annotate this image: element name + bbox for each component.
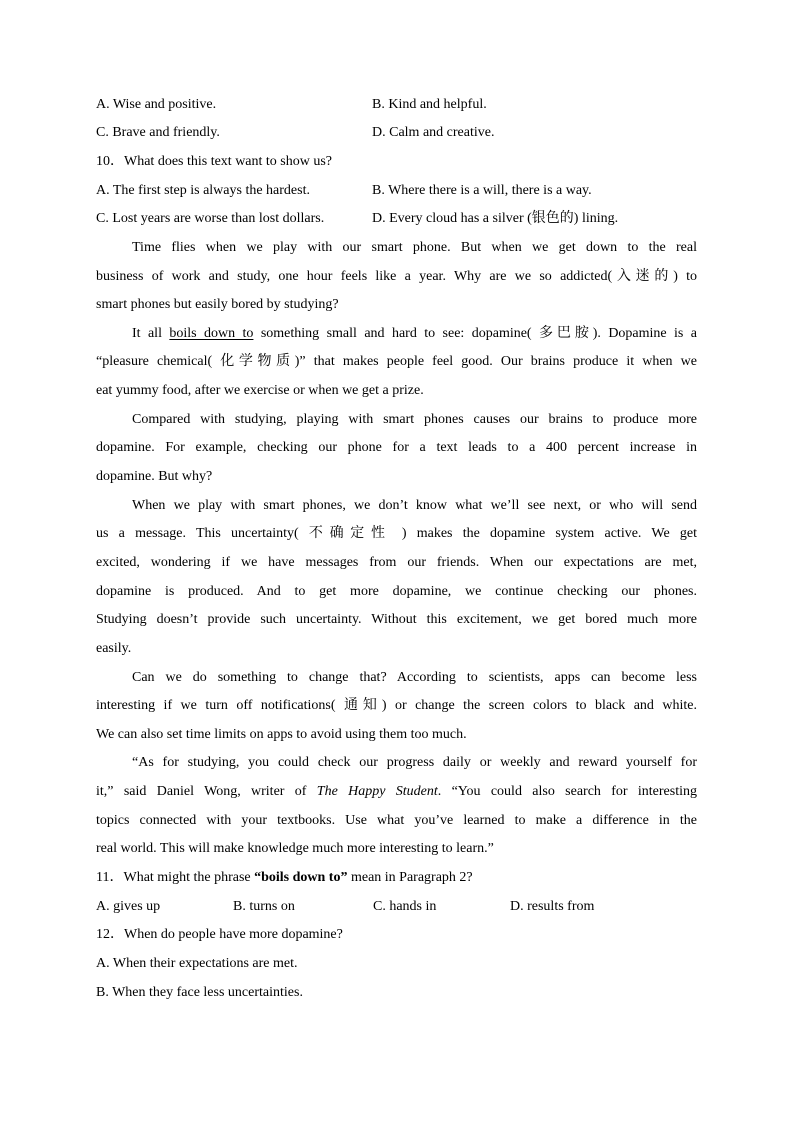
p4-line-3: excited, wondering if we have messages from our friends. When our expectations are met,: [96, 554, 697, 570]
p1-line-2: business of work and study, one hour feels like a year. Why are we so addicted(入迷的) to: [96, 268, 697, 284]
p2-line-3: eat yummy food, after we exercise or when we get a prize.: [96, 383, 424, 399]
page-content: [96, 91, 697, 1008]
p6-line-3: topics connected with your textbooks. Use what you’ve learned to make a difference in the: [96, 812, 697, 828]
q10-option-c: C. Lost years are worse than lost dollars.: [96, 211, 325, 227]
q11-option-b: B. turns on: [233, 898, 295, 914]
q11-stem-post: mean in Paragraph 2?: [347, 869, 473, 885]
p5-line-2: interesting if we turn off notifications( 通知) or change the screen colors to black and white.: [96, 698, 697, 714]
q12-option-b: B. When they face less uncertainties.: [96, 984, 303, 1000]
p6-line-4: real world. This will make knowledge much more interesting to learn.”: [96, 841, 494, 857]
p3-line-1: Compared with studying, playing with smart phones causes our brains to produce more: [132, 411, 697, 427]
q9-options-row-2: [96, 119, 697, 148]
q9-options-row-1: [96, 91, 697, 120]
p2-line-1-pre: It all: [132, 325, 170, 341]
p4-line-4: dopamine is produced. And to get more dopamine, we continue checking our phones.: [96, 583, 697, 599]
p2-line-2: “pleasure chemical( 化学物质)” that makes people feel good. Our brains produce it when we: [96, 354, 697, 370]
q9-option-a: A. Wise and positive.: [96, 96, 217, 112]
p1-line-1: Time flies when we play with our smart phone. But when we get down to the real: [132, 239, 697, 255]
q10-option-b: B. Where there is a will, there is a way.: [372, 182, 592, 198]
p4-line-6: easily.: [96, 640, 132, 656]
p3-line-3: dopamine. But why?: [96, 469, 213, 485]
p6-line-2: [96, 778, 697, 807]
p5-line-1: Can we do something to change that? According to scientists, apps can become less: [132, 669, 697, 685]
p5-line-3: We can also set time limits on apps to avoid using them too much.: [96, 726, 467, 742]
p4-line-5: Studying doesn’t provide such uncertainty. Without this excitement, we get bored much more: [96, 612, 697, 628]
q9-option-c: C. Brave and friendly.: [96, 125, 220, 141]
p6-line-1: “As for studying, you could check our progress daily or weekly and reward yourself for: [132, 755, 697, 771]
q12-option-a: A. When their expectations are met.: [96, 955, 298, 971]
q10-stem: 10．What does this text want to show us?: [96, 153, 333, 169]
p3-line-2: dopamine. For example, checking our phone for a text leads to a 400 percent increase in: [96, 440, 697, 456]
p2-line-1: [96, 320, 697, 349]
q11-options-row: [96, 893, 697, 922]
p4-line-2: us a message. This uncertainty( 不确定性 ) makes the dopamine system active. We get: [96, 526, 697, 542]
q11-option-d: D. results from: [510, 898, 595, 914]
q11-stem: [96, 864, 697, 893]
q10-option-a: A. The first step is always the hardest.: [96, 182, 310, 198]
q10-options-row-2: [96, 205, 697, 234]
q10-option-d: D. Every cloud has a silver (银色的) lining.: [372, 211, 619, 227]
p6-line-2-pre: it,” said Daniel Wong, writer of: [96, 784, 317, 800]
q11-stem-pre: 11．What might the phrase: [96, 869, 255, 885]
q10-options-row-1: [96, 177, 697, 206]
q11-option-c: C. hands in: [373, 898, 437, 914]
q11-option-a: A. gives up: [96, 898, 161, 914]
p4-line-1: When we play with smart phones, we don’t know what we’ll see next, or who will send: [132, 497, 697, 513]
q11-stem-phrase: “boils down to”: [254, 869, 348, 885]
q12-stem: 12．When do people have more dopamine?: [96, 927, 343, 943]
book-title: The Happy Student: [316, 784, 438, 800]
q9-option-b: B. Kind and helpful.: [372, 96, 487, 112]
p6-line-2-post: . “You could also search for interesting: [437, 784, 697, 800]
q9-option-d: D. Calm and creative.: [372, 125, 495, 141]
underlined-phrase: boils down to: [169, 325, 254, 341]
p2-line-1-post: something small and hard to see: dopamine( 多巴胺). Dopamine is a: [253, 325, 698, 341]
p1-line-3: smart phones but easily bored by studying?: [96, 297, 339, 313]
